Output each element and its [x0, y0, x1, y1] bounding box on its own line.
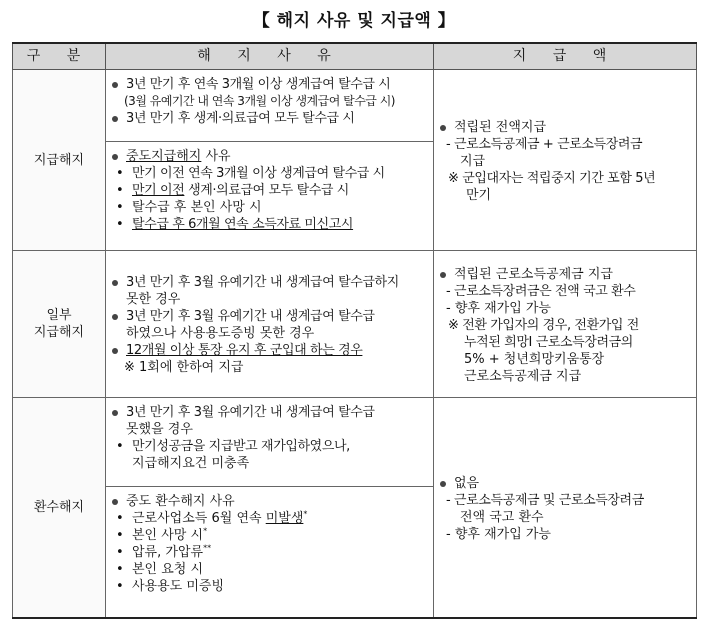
list-item: 전액 국고 환수 [460, 509, 544, 525]
list-item: 3년 만기 후 연속 3개월 이상 생계급여 탈수급 시 [112, 76, 429, 93]
list-item: 3년 만기 후 3월 유예기간 내 생계급여 탈수급 [112, 404, 429, 421]
note-text: ※ 1회에 한하여 지급 [124, 360, 244, 375]
reasons-block [106, 141, 433, 247]
list-item: • 본인 요청 시 [116, 562, 204, 577]
list-item: 지급해지요건 미충족 [132, 456, 250, 471]
category-cell [13, 398, 106, 619]
list-item: 적립된 전액지급 [440, 119, 692, 136]
bullet-icon [112, 116, 118, 122]
reasons-block [106, 486, 433, 617]
list-item: • 본인 사망 시* [116, 526, 208, 543]
bullet-icon [112, 314, 118, 320]
list-item: 3년 만기 후 생계·의료급여 모두 탈수급 시 [112, 110, 429, 127]
reasons-cell [106, 70, 434, 251]
list-item: 12개월 이상 통장 유지 후 군입대 하는 경우 [112, 342, 429, 359]
list-item: 중도 환수해지 사유 [112, 493, 429, 510]
payment-cell [434, 398, 697, 619]
payment-block [434, 113, 696, 208]
payment-block [434, 260, 696, 389]
category-label: 일부 [46, 308, 72, 323]
bullet-icon [112, 499, 118, 505]
list-item: • 압류, 가압류** [116, 543, 212, 560]
list-item: • 근로사업소득 6월 연속 미발생* [116, 509, 308, 526]
list-item: • 만기 이전 생계·의료급여 모두 탈수급 시 [116, 183, 349, 198]
reasons-cell [106, 251, 434, 398]
list-item: • 탈수급 후 6개월 연속 소득자료 미신고시 [116, 217, 354, 232]
bullet-icon [112, 410, 118, 416]
table-header-row [13, 43, 697, 70]
list-item: (3월 유예기간 내 연속 3개월 이상 생계급여 탈수급 시) [124, 94, 395, 108]
note-text: 근로소득공제금 지급 [464, 368, 582, 384]
list-item: 없음 [440, 475, 692, 492]
payment-cell [434, 70, 697, 251]
list-item: • 탈수급 후 본인 사망 시 [116, 200, 262, 215]
list-item: 지급 [460, 153, 486, 169]
note-text: 만기 [466, 187, 492, 203]
list-item: - 근로소득공제금 및 근로소득장려금 [446, 492, 644, 508]
category-cell [13, 251, 106, 398]
list-item: - 근로소득장려금은 전액 국고 환수 [446, 283, 636, 299]
list-item: • 사용용도 미증빙 [116, 579, 225, 594]
payment-cell [434, 251, 697, 398]
table-row [13, 398, 697, 619]
header-category: 구 분 [13, 43, 106, 70]
reasons-block [106, 70, 433, 141]
list-item: - 향후 재가입 가능 [446, 300, 551, 316]
list-item: 하였으나 사용용도증빙 못한 경우 [126, 326, 315, 341]
header-reasons: 해 지 사 유 [106, 43, 434, 70]
list-item: - 향후 재가입 가능 [446, 526, 551, 542]
list-item: 적립된 근로소득공제금 지급 [440, 266, 692, 283]
category-cell [13, 70, 106, 251]
list-item: • 만기성공금을 지급받고 재가입하였으나, [116, 439, 350, 454]
reasons-cell [106, 398, 434, 619]
note-text: ※ 전환 가입자의 경우, 전환가입 전 [448, 317, 639, 333]
category-label: 환수해지 [33, 500, 85, 515]
reasons-block [106, 398, 433, 486]
list-item: 3년 만기 후 3월 유예기간 내 생계급여 탈수급하지 [112, 274, 429, 291]
list-item: 중도지급해지 사유 [112, 148, 429, 165]
list-item: • 만기 이전 연속 3개월 이상 생계급여 탈수급 시 [116, 166, 385, 181]
note-text: ※ 군입대자는 적립중지 기간 포함 5년 [448, 170, 656, 186]
table-row [13, 251, 697, 398]
list-item: 3년 만기 후 3월 유예기간 내 생계급여 탈수급 [112, 308, 429, 325]
bullet-icon [112, 348, 118, 354]
bullet-icon [440, 272, 446, 278]
bullet-icon [440, 125, 446, 131]
list-item: - 근로소득공제금 + 근로소득장려금 [446, 136, 643, 152]
bullet-icon [440, 481, 446, 487]
table-row [13, 70, 697, 251]
document-title: 【 해지 사유 및 지급액 】 [252, 11, 456, 31]
reasons-block [106, 268, 433, 380]
category-label: 지급해지 [33, 325, 85, 340]
note-text: 누적된 희망Ⅰ 근로소득장려금의 [464, 334, 633, 350]
list-item: 못한 경우 [126, 292, 181, 307]
note-text: 5% + 청년희망키움통장 [464, 351, 605, 367]
bullet-icon [112, 82, 118, 88]
list-item: 못했을 경우 [126, 422, 193, 437]
payment-block [434, 469, 696, 547]
termination-table [12, 42, 697, 619]
header-payment: 지 급 액 [434, 43, 697, 70]
bullet-icon [112, 154, 118, 160]
category-label: 지급해지 [33, 152, 85, 168]
bullet-icon [112, 280, 118, 286]
